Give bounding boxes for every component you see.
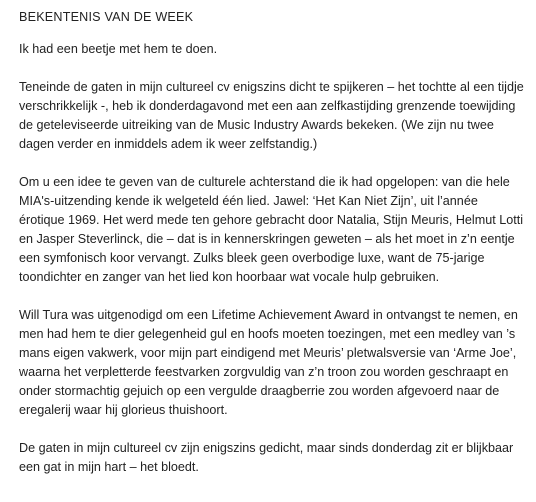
article-paragraph-5: De gaten in mijn cultureel cv zijn enigszins gedicht, maar sinds donderdag zit er blijkbaar een gat in mijn hart – het bloedt. [19, 441, 514, 474]
article-title: BEKENTENIS VAN DE WEEK [19, 10, 194, 24]
article-paragraph-2: Teneinde de gaten in mijn cultureel cv enigszins dicht te spijkeren – het tochtte al een tijdje verschrikkelijk -, heb ik donderdagavond met een aan zelfkastijding grenzende toewijding de geteleviseerde uitreiking van de Music Industry Awards bekeken. (We zijn nu twee dagen verder en inmiddels adem ik weer zelfstandig.) [19, 80, 524, 151]
article-paragraph-3: Om u een idee te geven van de culturele achterstand die ik had opgelopen: van die hele MIA's-uitzending kende ik welgeteld één lied. Jawel: ‘Het Kan Niet Zijn’, uit l’année érotique 1969. Het werd mede ten gehore gebracht door Natalia, Stijn Meuris, Helmut Lotti en Jasper Steverlinck, die – dat is in kennerskringen geweten – als het moet in z’n eentje een symfonisch koor vervangt. Zulks bleek geen overbodige luxe, want de 75-jarige toondichter en zanger van het lied kon hoorbaar wat vocale hulp gebruiken. [19, 175, 524, 284]
article-paragraph-4: Will Tura was uitgenodigd om een Lifetime Achievement Award in ontvangst te nemen, en men had hem te dier gelegenheid gul en hoofs moeten toezingen, met een medley van ’s mans eigen vakwerk, voor mijn part eindigend met Meuris’ pletwalsversie van ‘Arme Joe’, waarna het verpletterde feestvarken zorgvuldig van z’n troon zou worden geschraapt en onder stormachtig gejuich op een vergulde draagberrie zou worden afgevoerd naar de eregalerij waar hij glorieus thuishoort. [19, 308, 518, 417]
article [19, 0, 524, 477]
article-paragraph-1: Ik had een beetje met hem te doen. [19, 42, 218, 56]
